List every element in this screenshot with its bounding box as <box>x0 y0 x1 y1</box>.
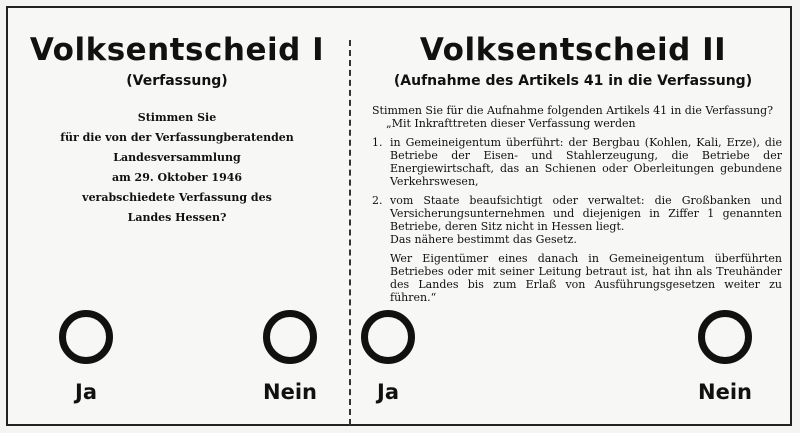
intro-line: „Mit Inkrafttreten dieser Verfassung werden <box>386 117 636 130</box>
ballot-right-subtitle: (Aufnahme des Artikels 41 in die Verfassung) <box>393 73 753 89</box>
closing-paragraph: Wer Eigentümer eines danach in Gemeineigentum überführten Betriebes oder mit seiner Leitung betraut ist, hat ihn als Treuhänder des Landes bis zum Erlaß von Ausführungsgesetzen weiter zu führen.“ <box>390 252 782 304</box>
item-text <box>390 194 782 246</box>
article-item-1 <box>372 136 782 188</box>
article-item-2 <box>372 194 782 246</box>
yes-label-left: Ja <box>75 380 97 404</box>
no-label-left: Nein <box>263 380 317 404</box>
no-vote-circle-right[interactable] <box>698 310 752 364</box>
item-number: 1. <box>372 136 383 149</box>
ballot-right-title: Volksentscheid II <box>419 32 727 68</box>
question-line: Stimmen Sie <box>137 111 217 124</box>
no-label-right: Nein <box>698 380 752 404</box>
ballot-paper <box>6 6 792 426</box>
question-line: für die von der Verfassungberatenden <box>60 131 294 144</box>
ballot-right-question <box>372 104 782 304</box>
item-text-extra: Das nähere bestimmt das Gesetz. <box>390 233 577 246</box>
perforation-divider <box>349 40 351 425</box>
question-line: verabschiedete Verfassung des <box>82 191 272 204</box>
yes-vote-circle-left[interactable] <box>59 310 113 364</box>
ballot-left-title: Volksentscheid I <box>29 32 325 68</box>
ballot-left <box>12 8 342 228</box>
question-line: Landes Hessen? <box>127 211 227 224</box>
ballot-left-question <box>12 108 342 228</box>
ballot-right <box>360 8 786 304</box>
intro-line: Stimmen Sie für die Aufnahme folgenden Artikels 41 in die Verfassung? <box>372 104 774 117</box>
item-text: in Gemeineigentum überführt: der Bergbau (Kohlen, Kali, Erze), die Betriebe der Eisen- und Stahlerzeugung, die Betriebe der Energiewirtschaft, das an Schienen oder Oberleitungen gebundene Verkehrswesen, <box>390 136 782 188</box>
question-line: Landesversammlung <box>113 151 241 164</box>
no-vote-circle-left[interactable] <box>263 310 317 364</box>
yes-vote-circle-right[interactable] <box>361 310 415 364</box>
ballot-left-subtitle: (Verfassung) <box>126 73 228 89</box>
yes-label-right: Ja <box>377 380 399 404</box>
item-number: 2. <box>372 194 383 207</box>
question-line: am 29. Oktober 1946 <box>111 171 243 184</box>
item-text-main: vom Staate beaufsichtigt oder verwaltet: die Großbanken und Versicherungsunternehmen und diejenigen in Ziffer 1 genannten Betriebe, deren Sitz nicht in Hessen liegt. <box>390 194 782 233</box>
